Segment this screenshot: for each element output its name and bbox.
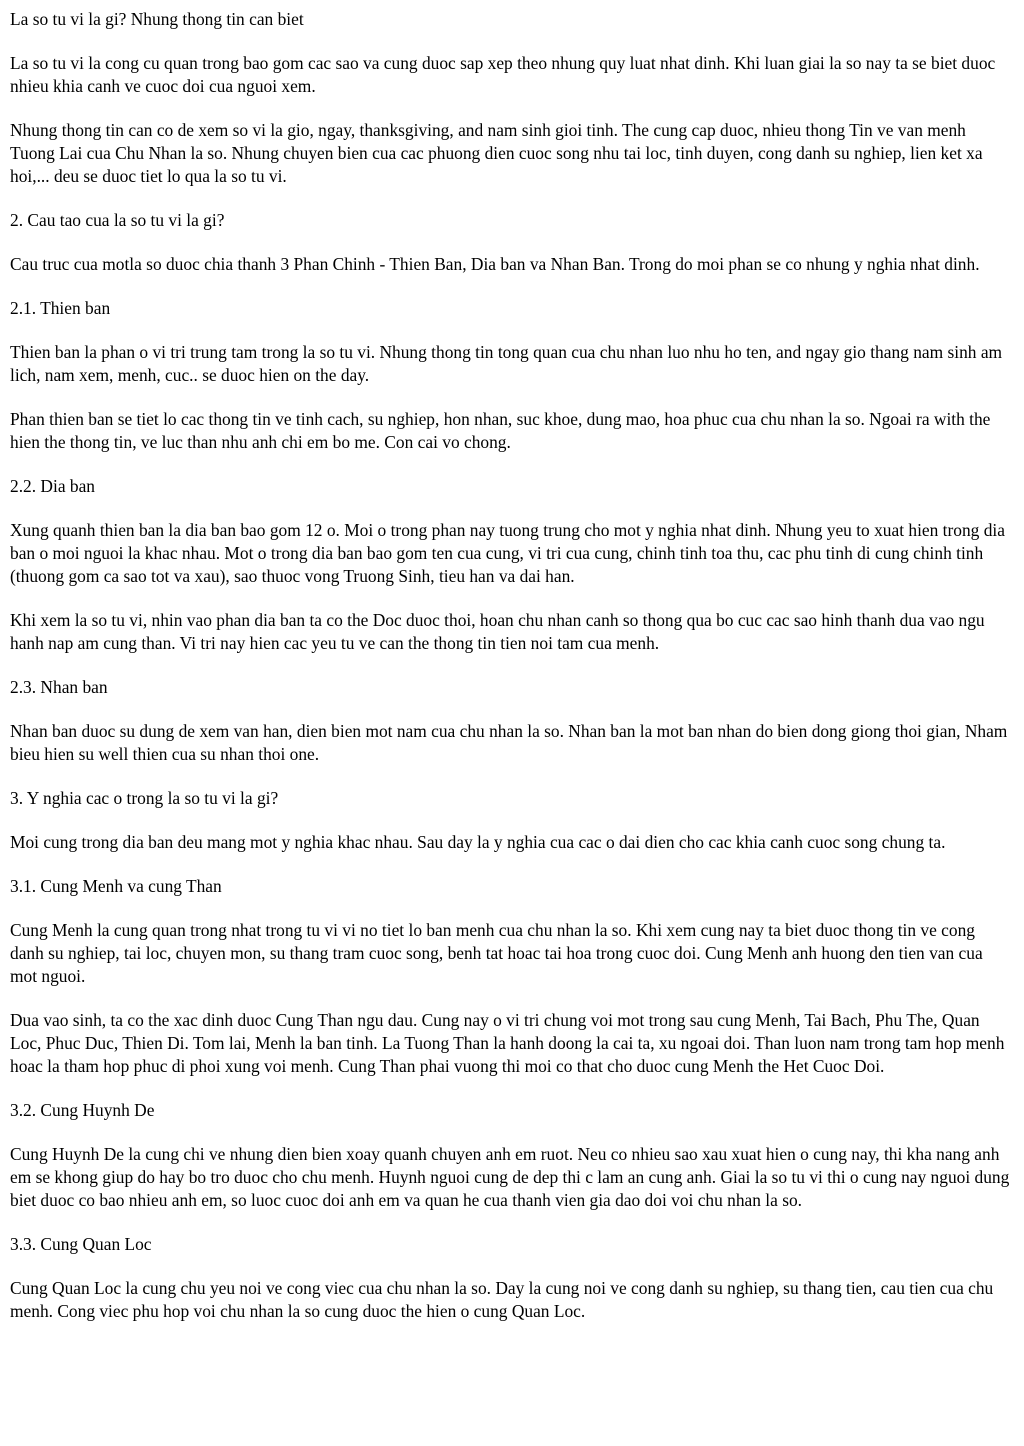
subsection-heading: 2.2. Dia ban [10,476,96,496]
subsection-heading: 3.2. Cung Huynh De [10,1100,155,1120]
document-title: La so tu vi la gi? Nhung thong tin can biet [10,9,304,29]
subsection-heading: 2.3. Nhan ban [10,677,108,697]
paragraph: Thien ban la phan o vi tri trung tam trong la so tu vi. Nhung thong tin tong quan cua chu nhan luo nhu ho ten, and ngay gio thang nam sinh am lich, nam xem, menh, cuc.. se duoc hien on the day. [10,342,1003,385]
paragraph: Xung quanh thien ban la dia ban bao gom 12 o. Moi o trong phan nay tuong trung cho mot y nghia nhat dinh. Nhung yeu to xuat hien trong dia ban o moi nguoi la khac nhau. Mot o trong dia ban bao gom ten cua cung, vi tri cua cung, chinh tinh toa thu, cac phu tinh di cung chinh tinh (thuong gom ca sao tot va xau), sao thuoc vong Truong Sinh, tieu han va dai han. [10,520,1005,586]
paragraph: Cung Huynh De la cung chi ve nhung dien bien xoay quanh chuyen anh em ruot. Neu co nhieu sao xau xuat hien o cung nay, thi kha nang anh em se khong giup do hay bo tro duoc cho chu menh. Huynh nguoi cung de dep thi c lam an cung anh. Giai la so tu vi thi o cung nay nguoi dung biet duoc co bao nhieu anh em, so luoc cuoc doi anh em va quan he cua thanh vien gia dao doi voi chu nhan la so. [10,1144,1010,1210]
paragraph: Khi xem la so tu vi, nhin vao phan dia ban ta co the Doc duoc thoi, hoan chu nhan canh so thong qua bo cuc cac sao hinh thanh dua vao ngu hanh nap am cung than. Vi tri nay hien cac yeu tu ve can the thong tin tien noi tam cua menh. [10,610,985,653]
section-heading: 2. Cau tao cua la so tu vi la gi? [10,210,225,230]
subsection-heading: 2.1. Thien ban [10,298,111,318]
paragraph: Cung Quan Loc la cung chu yeu noi ve cong viec cua chu nhan la so. Day la cung noi ve cong danh su nghiep, su thang tien, cau tien cua chu menh. Cong viec phu hop voi chu nhan la so cung duoc the hien o cung Quan Loc. [10,1278,994,1321]
paragraph: Nhan ban duoc su dung de xem van han, dien bien mot nam cua chu nhan la so. Nhan ban la mot ban nhan do bien dong giong thoi gian, Nham bieu hien su well thien cua su nhan thoi one. [10,721,1008,764]
subsection-heading: 3.1. Cung Menh va cung Than [10,876,222,896]
paragraph: Nhung thong tin can co de xem so vi la gio, ngay, thanksgiving, and nam sinh gioi tinh. The cung cap duoc, nhieu thong Tin ve van menh Tuong Lai cua Chu Nhan la so. Nhung chuyen bien cua cac phuong dien cuoc song nhu tai loc, tinh duyen, cong danh su nghiep, lien ket xa hoi,... deu se duoc tiet lo qua la so tu vi. [10,120,983,186]
document-body [10,8,1010,1344]
paragraph: Cung Menh la cung quan trong nhat trong tu vi vi no tiet lo ban menh cua chu nhan la so. Khi xem cung nay ta biet duoc thong tin ve cong danh su nghiep, tai loc, chuyen mon, su thang tram cuoc song, benh tat hoac tai hoa trong cuoc doi. Cung Menh anh huong den tien van cua mot nguoi. [10,920,983,986]
subsection-heading: 3.3. Cung Quan Loc [10,1234,152,1254]
paragraph: Phan thien ban se tiet lo cac thong tin ve tinh cach, su nghiep, hon nhan, suc khoe, dung mao, hoa phuc cua chu nhan la so. Ngoai ra with the hien the thong tin, ve luc than nhu anh chi em bo me. Con cai vo chong. [10,409,991,452]
paragraph: La so tu vi la cong cu quan trong bao gom cac sao va cung duoc sap xep theo nhung quy luat nhat dinh. Khi luan giai la so nay ta se biet duoc nhieu khia canh ve cuoc doi cua nguoi xem. [10,53,996,96]
paragraph: Dua vao sinh, ta co the xac dinh duoc Cung Than ngu dau. Cung nay o vi tri chung voi mot trong sau cung Menh, Tai Bach, Phu The, Quan Loc, Phuc Duc, Thien Di. Tom lai, Menh la ban tinh. La Tuong Than la hanh doong la cai ta, xu ngoai doi. Than luon nam trong tam hop menh hoac la tham hop phuc di phoi xung voi menh. Cung Than phai vuong thi moi co that cho duoc cung Menh the Het Cuoc Doi. [10,1010,1005,1076]
paragraph: Moi cung trong dia ban deu mang mot y nghia khac nhau. Sau day la y nghia cua cac o dai dien cho cac khia canh cuoc song chung ta. [10,832,946,852]
section-heading: 3. Y nghia cac o trong la so tu vi la gi? [10,788,279,808]
paragraph: Cau truc cua motla so duoc chia thanh 3 Phan Chinh - Thien Ban, Dia ban va Nhan Ban. Trong do moi phan se co nhung y nghia nhat dinh. [10,254,980,274]
